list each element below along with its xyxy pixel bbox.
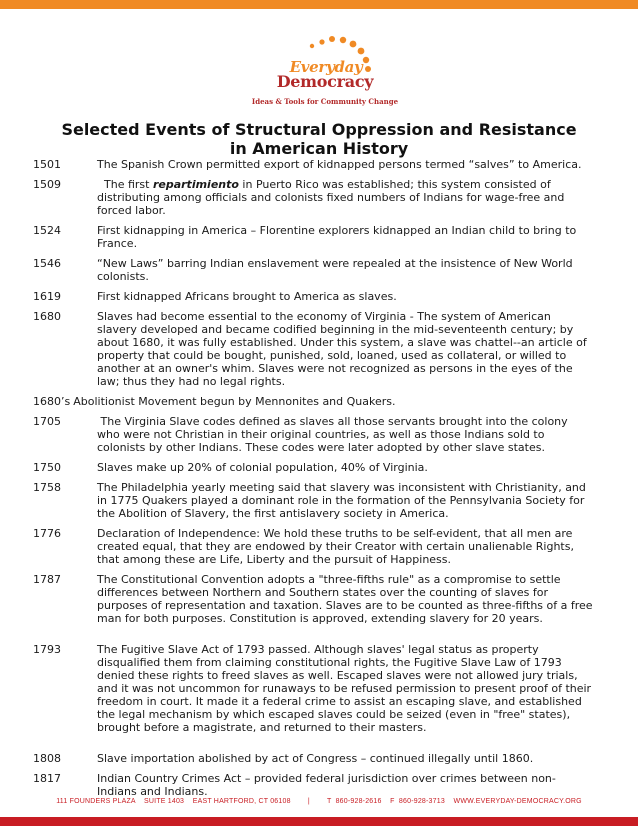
- event-item: [33, 573, 593, 625]
- event-item: [33, 158, 593, 171]
- event-item: [33, 461, 593, 474]
- event-text-post: in Puerto Rico was established; this system consisted of distributing among officials and colonists fixed numbers of Indians for wage-free and forced labor.: [97, 178, 568, 217]
- event-year: 1619: [33, 290, 61, 303]
- bottom-accent-bar: [0, 817, 638, 826]
- event-text: Declaration of Independence: We hold these truths to be self-evident, that all men are created equal, that they are endowed by their Creator with certain unalienable Rights, that among these are Life, Liberty and the pursuit of Happiness.: [97, 527, 574, 566]
- logo-text-everyday: Everyday: [289, 58, 363, 76]
- footer-fax: F 860-928-3713: [390, 798, 445, 805]
- event-item: [33, 527, 593, 566]
- event-item: [33, 224, 593, 250]
- event-term: repartimiento: [152, 178, 239, 191]
- event-item: [33, 257, 593, 283]
- event-year: 1776: [33, 527, 61, 540]
- event-text: Indian Country Crimes Act – provided federal jurisdiction over crimes between non-Indians and Indians.: [97, 772, 556, 798]
- event-year: 1758: [33, 481, 61, 494]
- footer-website[interactable]: WWW.EVERYDAY-DEMOCRACY.ORG: [453, 798, 582, 805]
- title-line-1: Selected Events of Structural Oppression and Resistance: [61, 120, 577, 139]
- logo-tagline: Ideas & Tools for Community Change: [251, 97, 399, 106]
- event-item: [33, 178, 593, 217]
- event-year: 1509: [33, 178, 61, 191]
- events-list: [33, 158, 593, 805]
- event-item: [33, 752, 593, 765]
- event-year: 1524: [33, 224, 61, 237]
- event-item: [33, 772, 593, 798]
- event-year: 1680: [33, 310, 61, 323]
- event-text: Abolitionist Movement begun by Mennonites and Quakers.: [73, 395, 396, 408]
- event-item: [33, 395, 593, 408]
- event-text: [97, 178, 593, 217]
- footer-address: 111 FOUNDERS PLAZA SUITE 1403 EAST HARTFORD, CT 06108: [56, 798, 291, 805]
- event-year: 1680’s: [33, 395, 71, 408]
- footer-phone: T 860-928-2616: [326, 798, 382, 805]
- event-text: The Fugitive Slave Act of 1793 passed. Although slaves' legal status as property disqualified them from claiming constitutional rights, the Fugitive Slave Law of 1793 denied these rights to freed slaves as well. Escaped slaves were not allowed jury trials, and it was not uncommon for runaways to be refused permission to present proof of their freedom in court. It made it a federal crime to assist an escaping slave, and established the legal mechanism by which escaped slaves could be seized (even in "free" states), brought before a magistrate, and returned to their masters.: [97, 643, 592, 734]
- event-text: First kidnapped Africans brought to America as slaves.: [97, 290, 397, 303]
- event-year: 1501: [33, 158, 61, 171]
- event-year: 1808: [33, 752, 61, 765]
- event-text: First kidnapping in America – Florentine explorers kidnapped an Indian child to bring to France.: [97, 224, 577, 250]
- logo-text-democracy: Democracy: [276, 72, 374, 91]
- event-year: 1750: [33, 461, 61, 474]
- page-title: [40, 120, 598, 158]
- event-text: Slave importation abolished by act of Congress – continued illegally until 1860.: [97, 752, 534, 765]
- event-year: 1817: [33, 772, 61, 785]
- top-accent-bar: [0, 0, 638, 9]
- event-text: “New Laws” barring Indian enslavement were repealed at the insistence of New World colonists.: [97, 257, 573, 283]
- event-item: [33, 310, 593, 388]
- event-text-pre: The first: [97, 178, 153, 191]
- event-year: 1793: [33, 643, 61, 656]
- page-footer: [0, 798, 638, 805]
- event-text: The Virginia Slave codes defined as slaves all those servants brought into the colony who were not Christian in their original countries, as well as those Indians sold to colonists by other Indians. These codes were later adopted by other slave states.: [97, 415, 572, 454]
- everyday-democracy-logo: [250, 34, 400, 112]
- event-item: [33, 290, 593, 303]
- event-year: 1546: [33, 257, 61, 270]
- event-item: [33, 481, 593, 520]
- event-text: Slaves had become essential to the economy of Virginia - The system of American slavery developed and became codified beginning in the mid-seventeenth century; by about 1680, it was fully established. Under this system, a slave was chattel--an article of property that could be bought, punished, sold, loaned, used as collateral, or willed to another at an owner's whim. Slaves were not recognized as persons in the eyes of the law; thus they had no legal rights.: [97, 310, 587, 388]
- event-text: Slaves make up 20% of colonial population, 40% of Virginia.: [97, 461, 428, 474]
- event-year: 1705: [33, 415, 61, 428]
- event-text: The Constitutional Convention adopts a "three-fifths rule" as a compromise to settle differences between Northern and Southern states over the counting of slaves for purposes of representation and taxation. Slaves are to be counted as three-fifths of a free man for both purposes. Constitution is approved, extending slavery for 20 years.: [97, 573, 593, 625]
- event-item: [33, 643, 593, 734]
- event-year: 1787: [33, 573, 61, 586]
- event-item: [33, 415, 593, 454]
- title-line-2: in American History: [229, 139, 409, 158]
- event-text: The Philadelphia yearly meeting said that slavery was inconsistent with Christianity, and in 1775 Quakers played a dominant role in the formation of the Pennsylvania Society for the Abolition of Slavery, the first antislavery society in America.: [97, 481, 586, 520]
- footer-separator: |: [307, 798, 310, 805]
- event-text: The Spanish Crown permitted export of kidnapped persons termed “salves” to America.: [97, 158, 582, 171]
